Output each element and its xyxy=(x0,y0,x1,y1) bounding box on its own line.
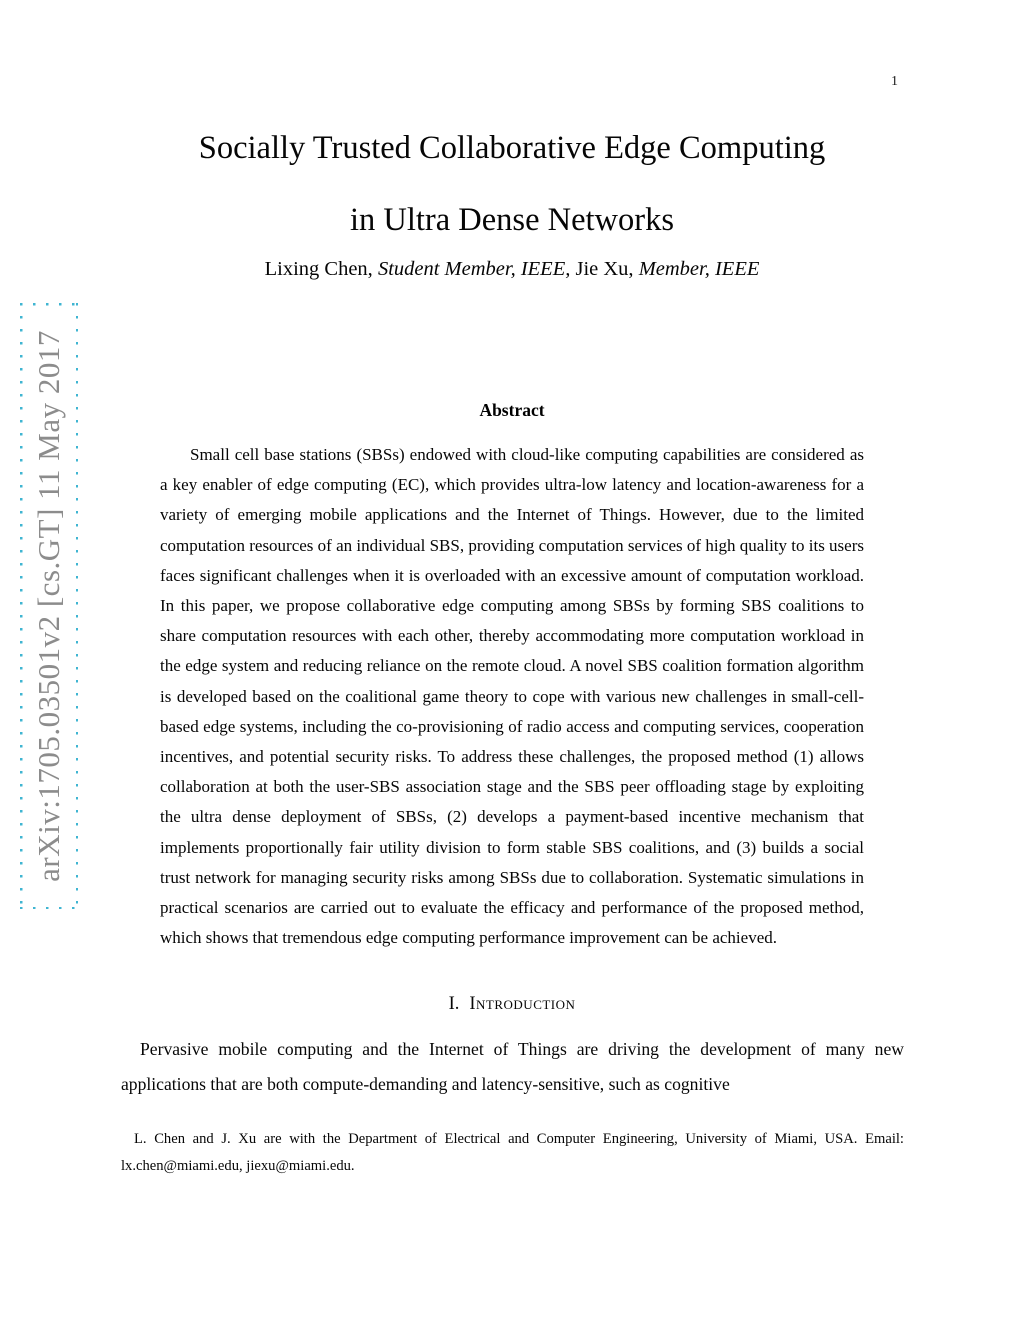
section-heading-introduction xyxy=(102,994,922,1015)
introduction-paragraph: Pervasive mobile computing and the Internet of Things are driving the development of many new applications that are both compute-demanding and latency-sensitive, such as cognitive xyxy=(121,1039,904,1094)
abstract-heading: Abstract xyxy=(479,400,545,420)
author-line xyxy=(102,258,922,281)
paper-title-line-1: Socially Trusted Collaborative Edge Computing xyxy=(198,130,826,166)
arxiv-watermark xyxy=(20,303,78,909)
paper-title-line-2: in Ultra Dense Networks xyxy=(349,202,675,238)
author-name-2: Jie Xu, xyxy=(575,258,639,280)
author-role-2: Member, IEEE xyxy=(638,258,760,280)
author-affiliation-footnote: L. Chen and J. Xu are with the Department of Electrical and Computer Engineering, University of Miami, USA. Email: lx.chen@miami.edu, jiexu@miami.edu. xyxy=(121,1131,904,1174)
page-number: 1 xyxy=(891,74,898,89)
author-name-1: Lixing Chen, xyxy=(264,258,378,280)
section-title: Introduction xyxy=(469,994,576,1014)
paper-title xyxy=(102,112,922,256)
arxiv-watermark-text: arXiv:1705.03501v2 [cs.GT] 11 May 2017 xyxy=(31,330,66,882)
abstract-body: Small cell base stations (SBSs) endowed with cloud-like computing capabilities are considered as a key enabler of edge computing (EC), which provides ultra-low latency and location-awareness for a variety of emerging mobile applications and the Internet of Things. However, due to the limited computation resources of an individual SBS, providing computation services of high quality to its users faces significant challenges when it is overloaded with an excessive amount of computation workload. In this paper, we propose collaborative edge computing among SBSs by forming SBS coalitions to share computation resources with each other, thereby accommodating more computation workload in the edge system and reducing reliance on the remote cloud. A novel SBS coalition formation algorithm is developed based on the coalitional game theory to cope with various new challenges in small-cell-based edge systems, including the co-provisioning of radio access and computing services, cooperation incentives, and potential security risks. To address these challenges, the proposed method (1) allows collaboration at both the user-SBS association stage and the SBS peer offloading stage by exploiting the ultra dense deployment of SBSs, (2) develops a payment-based incentive mechanism that implements proportionally fair utility division to form stable SBS coalitions, and (3) builds a social trust network for managing security risks among SBSs due to collaboration. Systematic simulations in practical scenarios are carried out to evaluate the efficacy and performance of the proposed method, which shows that tremendous edge computing performance improvement can be achieved. xyxy=(160,445,864,948)
author-role-1: Student Member, IEEE, xyxy=(377,258,571,280)
section-number: I. xyxy=(448,994,460,1014)
